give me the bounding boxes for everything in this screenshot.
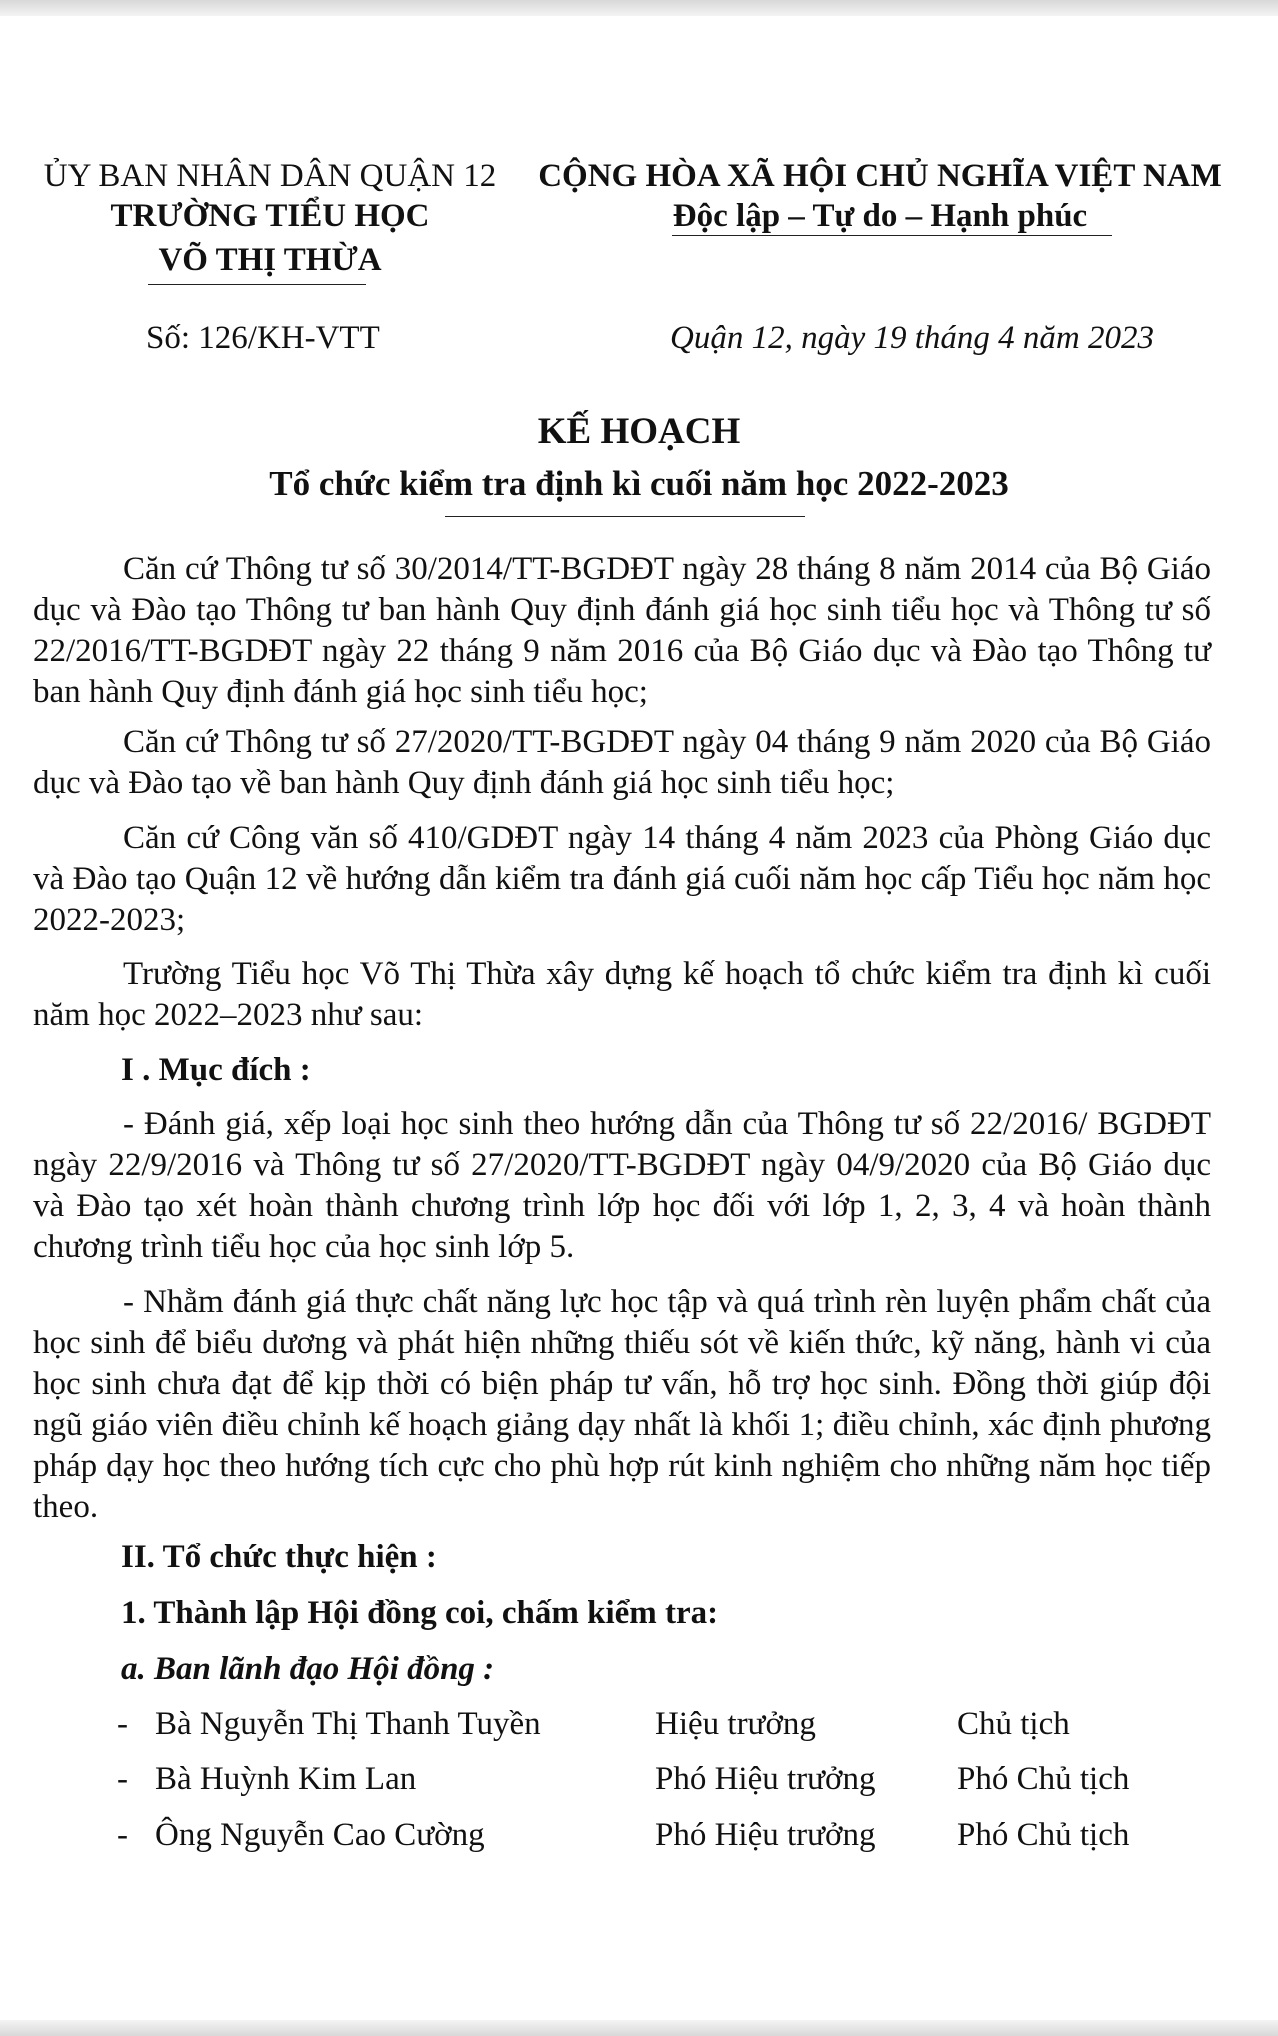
member-dash: -	[117, 1817, 128, 1853]
legal-basis-3: Căn cứ Công văn số 410/GDĐT ngày 14 tháng 4 năm 2023 của Phòng Giáo dục và Đào tạo Quận 12 về hướng dẫn kiểm tra đánh giá cuối năm học cấp Tiểu học năm học 2022-2023;	[33, 820, 1211, 938]
section-heading-implementation: II. Tổ chức thực hiện :	[121, 1539, 437, 1575]
title-rule	[445, 516, 805, 517]
member-name: Bà Nguyễn Thị Thanh Tuyền	[155, 1706, 541, 1742]
national-motto: Độc lập – Tự do – Hạnh phúc	[672, 198, 1088, 234]
member-role: Chủ tịch	[957, 1706, 1070, 1742]
legal-basis-1: Căn cứ Thông tư số 30/2014/TT-BGDĐT ngày 28 tháng 8 năm 2014 của Bộ Giáo dục và Đào tạo Thông tư ban hành Quy định đánh giá học sinh tiểu học và Thông tư số 22/2016/TT-BGDĐT ngày 22 tháng 9 năm 2016 của Bộ Giáo dục và Đào tạo Thông tư ban hành Quy định đánh giá học sinh tiểu học;	[33, 551, 1211, 710]
document-title: KẾ HOẠCH	[537, 411, 741, 452]
document-subtitle: Tổ chức kiểm tra định kì cuối năm học 2022-2023	[269, 464, 1009, 503]
member-name: Bà Huỳnh Kim Lan	[155, 1761, 417, 1797]
member-dash: -	[117, 1761, 128, 1797]
member-name: Ông Nguyễn Cao Cường	[155, 1817, 485, 1853]
intro-statement: Trường Tiểu học Võ Thị Thừa xây dựng kế hoạch tổ chức kiểm tra định kì cuối năm học 2022–2023 như sau:	[33, 956, 1211, 1033]
school-name-line2: VÕ THỊ THỪA	[158, 242, 382, 278]
country-name: CỘNG HÒA XÃ HỘI CHỦ NGHĨA VIỆT NAM	[538, 158, 1222, 194]
motto-underline	[672, 235, 1112, 236]
subsection-council-leaders: a. Ban lãnh đạo Hội đồng :	[121, 1651, 495, 1687]
member-dash: -	[117, 1706, 128, 1742]
legal-basis-2: Căn cứ Thông tư số 27/2020/TT-BGDĐT ngày 04 tháng 9 năm 2020 của Bộ Giáo dục và Đào tạo về ban hành Quy định đánh giá học sinh tiểu học;	[33, 724, 1211, 801]
member-position: Phó Hiệu trưởng	[655, 1761, 876, 1797]
member-position: Phó Hiệu trưởng	[655, 1817, 876, 1853]
school-name-line1: TRƯỜNG TIỂU HỌC	[110, 198, 430, 234]
left-header-rule	[148, 284, 366, 285]
authority-name: ỦY BAN NHÂN DÂN QUẬN 12	[43, 158, 497, 194]
document-number: Số: 126/KH-VTT	[146, 320, 380, 356]
place-date: Quận 12, ngày 19 tháng 4 năm 2023	[670, 320, 1154, 356]
subsection-council: 1. Thành lập Hội đồng coi, chấm kiểm tra:	[121, 1595, 719, 1631]
member-role: Phó Chủ tịch	[957, 1761, 1130, 1797]
purpose-item-2: - Nhằm đánh giá thực chất năng lực học tập và quá trình rèn luyện phẩm chất của học sinh để biểu dương và phát hiện những thiếu sót về kiến thức, kỹ năng, hành vi của học sinh chưa đạt để kịp thời có biện pháp tư vấn, hỗ trợ học sinh. Đồng thời giúp đội ngũ giáo viên điều chỉnh kế hoạch giảng dạy nhất là khối 1; điều chỉnh, xác định phương pháp dạy học theo hướng tích cực cho phù hợp rút kinh nghiệm cho những năm học tiếp theo.	[33, 1284, 1211, 1525]
member-position: Hiệu trưởng	[655, 1706, 816, 1742]
section-heading-purpose: I . Mục đích :	[121, 1052, 311, 1088]
member-role: Phó Chủ tịch	[957, 1817, 1130, 1853]
purpose-item-1: - Đánh giá, xếp loại học sinh theo hướng dẫn của Thông tư số 22/2016/ BGDĐT ngày 22/9/2016 và Thông tư số 27/2020/TT-BGDĐT ngày 04/9/2020 của Bộ Giáo dục và Đào tạo xét hoàn thành chương trình lớp học đối với lớp 1, 2, 3, 4 và hoàn thành chương trình tiểu học của học sinh lớp 5.	[33, 1106, 1211, 1265]
